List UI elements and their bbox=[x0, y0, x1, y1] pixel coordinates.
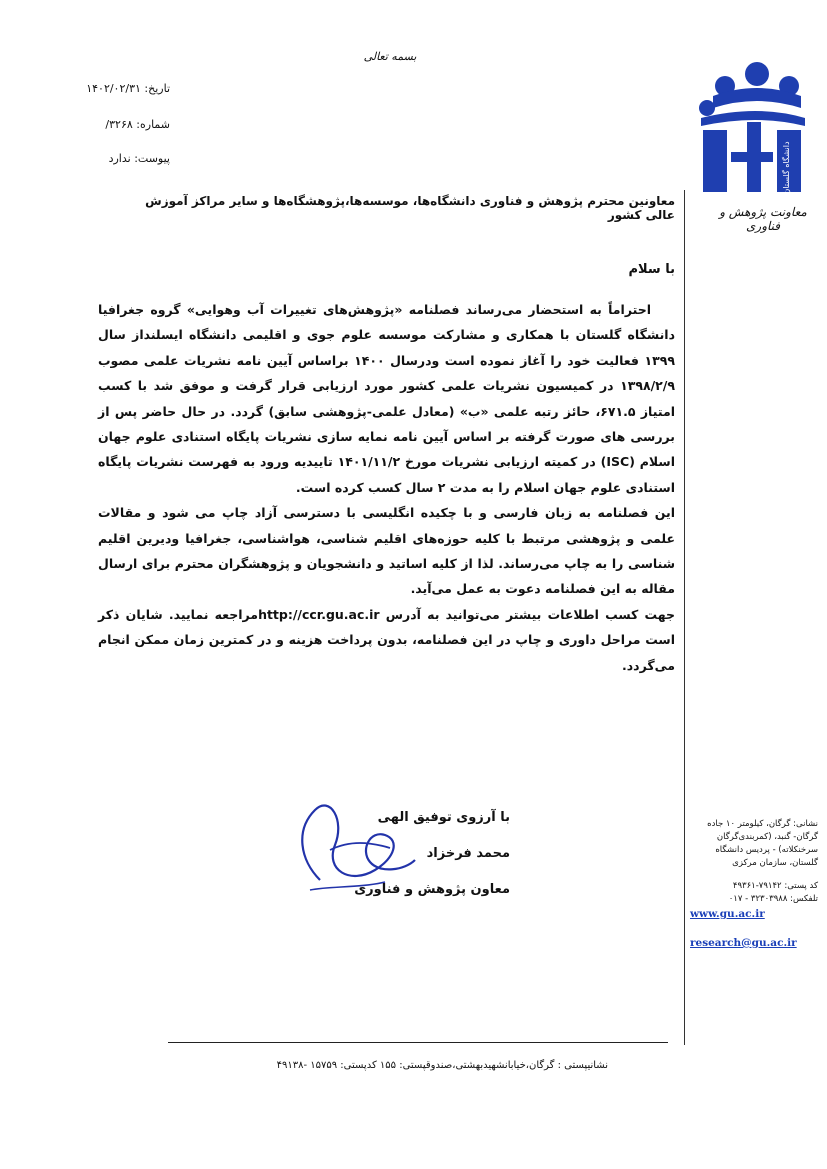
number-value: ۳۲۶۸/ bbox=[105, 118, 133, 131]
logo-text: دانشگاه گلستان bbox=[782, 141, 791, 195]
number-label: شماره: bbox=[136, 118, 170, 131]
vertical-divider bbox=[684, 190, 685, 1045]
footer-address: نشانیپستی : گرگان،خیابانشهیدبهشتی،صندوقپستی: ۱۵۵ کدپستی: ۱۵۷۵۹ -۴۹۱۳۸ bbox=[276, 1060, 608, 1071]
letter-date bbox=[70, 82, 170, 95]
closing-wish: با آرزوی توفیق الهی bbox=[377, 810, 510, 825]
address-text: نشانی: گرگان، کیلومتر ۱۰ جاده گرگان- گنبد، (کمربندی‌گرگان سرخنکلاته) - پردیس دانشگاه گلستان، سازمان مرکزی bbox=[707, 819, 818, 868]
date-label: تاریخ: bbox=[144, 82, 170, 95]
phone-fax: تلفکس: ۳۲۳۰۳۹۸۸ - ۰۱۷ bbox=[728, 894, 818, 904]
letter-number bbox=[70, 118, 170, 131]
email-link[interactable]: research@gu.ac.ir bbox=[690, 937, 797, 949]
body-paragraph-3-intro: جهت کسب اطلاعات بیشتر می‌توانید به آدرس bbox=[385, 606, 676, 622]
department-signature: معاونت پژوهش و فناوری bbox=[719, 205, 807, 233]
body-paragraph-3-rest: مراجعه نمایید. شایان ذکر است مراحل داوری و چاپ در این فصلنامه، بدون پرداخت هزینه و در کمترین زمان ممکن انجام می‌گردد. bbox=[98, 606, 675, 673]
bismillah-header: بسمه تعالی bbox=[363, 50, 417, 63]
website-link[interactable]: www.gu.ac.ir bbox=[690, 908, 765, 920]
letter-attachment bbox=[70, 152, 170, 165]
date-value: ۱۴۰۲/۰۲/۳۱ bbox=[86, 82, 141, 95]
closing-block bbox=[330, 800, 510, 908]
body-paragraph-2: این فصلنامه به زبان فارسی و با چکیده انگلیسی با دسترسی آزاد چاپ می شود و مقالات علمی و پژوهشی مرتبط با کلیه حوزه‌های اقلیم شناسی، هواشناسی، جغرافیا ودیرین اقلیم شناسی را به چاپ می‌رساند. لذا از کلیه اساتید و دانشجویان و پژوهشگران محترم برای ارسال مقاله به این فصلنامه دعوت به عمل می‌آید. bbox=[98, 505, 675, 597]
letter-body bbox=[98, 297, 675, 678]
contact-sidebar bbox=[690, 818, 818, 950]
salutation: با سلام bbox=[628, 262, 675, 277]
body-paragraph-3 bbox=[98, 602, 675, 678]
signatory-name: محمد فرخزاد bbox=[426, 846, 510, 861]
attachment-value: ندارد bbox=[108, 152, 131, 165]
attachment-label: پیوست: bbox=[134, 152, 170, 165]
journal-url-link[interactable]: http://ccr.gu.ac.ir bbox=[258, 606, 380, 622]
postal-code: کد پستی: ۷۹۱۴۲-۴۹۳۶۱ bbox=[732, 881, 818, 891]
body-paragraph-1: احتراماً به استحضار می‌رساند فصلنامه «پژوهش‌های تغییرات آب وهوایی» گروه جغرافیا دانشگاه گلستان با همکاری و مشارکت موسسه علوم جوی و اقلیمی دانشگاه ایسلنداز سال ۱۳۹۹ فعالیت خود را آغاز نموده است ودرسال ۱۴۰۰ براساس آیین نامه نشریات علمی مصوب ۱۳۹۸/۲/۹ در کمیسیون نشریات علمی کشور مورد ارزیابی قرار گرفت و موفق شد با کسب امتیاز ۶۷۱.۵، حائز رتبه علمی «ب» (معادل علمی-پژوهشی سابق) گردد. در حال حاضر پس از بررسی های صورت گرفته بر اساس آیین نامه نمایه سازی نشریات پایگاه استنادی علوم جهان اسلام (ISC) در کمیته ارزیابی نشریات مورخ ۱۴۰۱/۱۱/۲ تاییدیه ورود به فهرست نشریات پایگاه استنادی علوم جهان اسلام را به مدت ۲ سال کسب کرده است. bbox=[98, 302, 675, 495]
recipient-line: معاونین محترم پژوهش و فناوری دانشگاه‌ها، موسسه‌ها،پژوهشگاه‌ها و سایر مراکز آموزش عالی کشور bbox=[145, 194, 675, 222]
signatory-title: معاون پژوهش و فناوری bbox=[354, 882, 510, 897]
golestan-university-logo bbox=[697, 60, 807, 200]
footer-divider bbox=[168, 1042, 668, 1043]
